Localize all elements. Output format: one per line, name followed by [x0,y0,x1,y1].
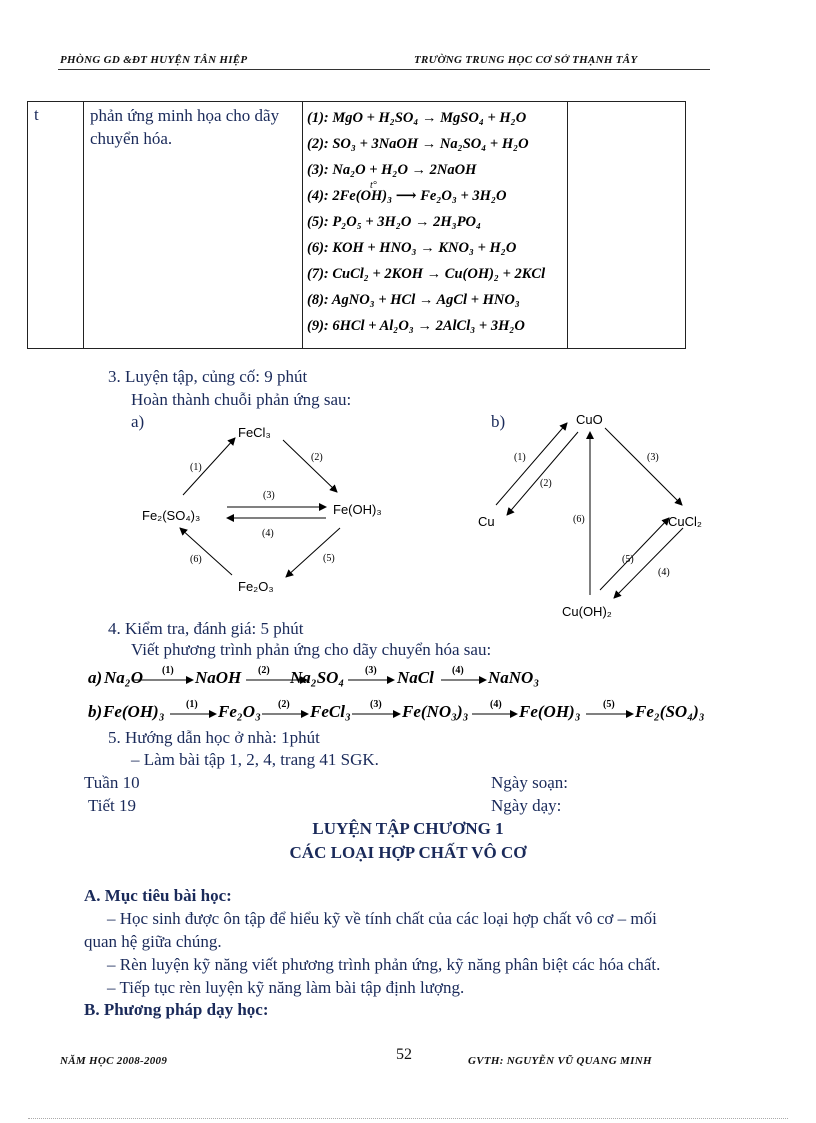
equation-9: (9): 6HCl + Al₂O₃ → 2AlCl₃ + 3H₂O [307,318,525,334]
section5-title: 5. Hướng dẫn học ở nhà: 1phút [108,728,320,747]
step-b2: (2) [540,478,552,489]
equation-1: (1): MgO + H₂SO₄ → MgSO₄ + H₂O [307,110,527,126]
diagram-b-label: b) [491,412,506,431]
equation-8: (8): AgNO₃ + HCl → AgCl + HNO₃ [307,292,520,308]
arrow-a2 [283,440,337,492]
chain-a-item-3: Na₂SO₄ [290,668,345,687]
week: Tuần 10 [84,773,140,792]
chain-b-step-2: (2) [278,699,290,710]
chain-a-step-2: (2) [258,665,270,676]
step-b1: (1) [514,452,526,463]
node-fecl3: FeCl₃ [238,425,271,440]
equation-7: (7): CuCl₂ + 2KOH → Cu(OH)₂ + 2KCl [307,266,546,282]
equation-5: (5): P₂O₅ + 3H₂O → 2H₃PO₄ [307,214,482,230]
step-b6: (6) [573,514,585,525]
chain-b-step-3: (3) [370,699,382,710]
node-feoh3: Fe(OH)₃ [333,502,382,517]
table-col1: t [28,102,84,349]
equation-4: (4): 2Fe(OH)₃ ⟶ Fe₂O₃ + 3H₂O [307,188,507,204]
arrow-b5 [600,518,669,590]
chain-a-item-4: NaCl [397,668,434,687]
sectionA-item2: – Rèn luyện kỹ năng viết phương trình phản ứng, kỹ năng phân biệt các hóa chất. [107,955,661,974]
page-number: 52 [396,1046,412,1063]
chain-b-item-4: Fe(NO₃)₃ [402,702,469,721]
chain-b-step-4: (4) [490,699,502,710]
sectionA-item1-line1: – Học sinh được ôn tập để hiểu kỹ về tính chất của các loại hợp chất vô cơ – mối [107,909,657,928]
chain-a-item-5: NaNO₃ [488,668,540,687]
chain-b-item-6: Fe₂(SO₄)₃ [635,702,705,721]
sectionA-title: A. Mục tiêu bài học: [84,886,232,905]
lesson-title-1: LUYỆN TẬP CHƯƠNG 1 [312,819,504,838]
equation-3: (3): Na₂O + H₂O → 2NaOH [307,162,477,178]
footer-right: GVTH: NGUYỄN VŨ QUANG MINH [468,1055,652,1067]
period: Tiết 19 [88,796,137,815]
step-a3: (3) [263,490,275,501]
step-a1: (1) [190,462,202,473]
bottom-dotted-rule [28,1118,788,1119]
header-left: PHÒNG GD &ĐT HUYỆN TÂN HIỆP [60,54,248,66]
chain-b-label: b) [88,702,103,721]
chain-b-item-2: Fe₂O₃ [218,702,262,721]
step-b3: (3) [647,452,659,463]
section4-instruction: Viết phương trình phản ứng cho dãy chuyển hóa sau: [131,640,492,659]
sectionB-title: B. Phương pháp dạy học: [84,1000,269,1019]
step-a6: (6) [190,554,202,565]
arrow-b2 [507,432,578,515]
chain-b-item-3: FeCl₃ [310,702,351,721]
chain-b-item-1: Fe(OH)₃ [103,702,165,721]
section4-title: 4. Kiểm tra, đánh giá: 5 phút [108,619,304,638]
step-a2: (2) [311,452,323,463]
step-a4: (4) [262,528,274,539]
chain-a-step-3: (3) [365,665,377,676]
chain-a-item-2: NaOH [195,668,242,687]
arrow-b3 [605,428,682,505]
step-b4: (4) [658,567,670,578]
node-fe2so43: Fe₂(SO₄)₃ [142,508,201,523]
footer-left: NĂM HỌC 2008-2009 [60,1055,168,1067]
node-fe2o3: Fe₂O₃ [238,579,274,594]
chain-a-step-4: (4) [452,665,464,676]
table-col2: phản ứng minh họa cho dãy chuyển hóa. [84,102,303,349]
arrow-a6 [180,528,232,575]
node-cu: Cu [478,514,495,529]
sectionA-item3: – Tiếp tục rèn luyện kỹ năng làm bài tập định lượng. [107,978,465,997]
sectionA-item1-line2: quan hệ giữa chúng. [84,932,222,951]
arrow-b1 [496,423,567,505]
equation-2: (2): SO₃ + 3NaOH → Na₂SO₄ + H₂O [307,136,529,152]
lesson-title-2: CÁC LOẠI HỢP CHẤT VÔ CƠ [289,843,527,862]
chain-b-item-5: Fe(OH)₃ [519,702,581,721]
node-cuo: CuO [576,412,603,427]
equation-6: (6): KOH + HNO₃ → KNO₃ + H₂O [307,240,517,256]
step-b5: (5) [622,554,634,565]
prep-date: Ngày soạn: [491,773,568,792]
section3-instruction: Hoàn thành chuỗi phản ứng sau: [131,390,352,409]
header-right: TRƯỜNG TRUNG HỌC CƠ SỞ THẠNH TÂY [414,54,638,66]
chain-a-label: a) [88,668,103,687]
step-a5: (5) [323,553,335,564]
node-cucl2: CuCl₂ [668,514,702,529]
section3-title: 3. Luyện tập, củng cố: 9 phút [108,367,308,386]
chain-b-step-5: (5) [603,699,615,710]
chain-a-item-1: Na₂O [104,668,143,687]
diagram-a-label: a) [131,412,145,431]
teach-date: Ngày dạy: [491,796,562,815]
section5-item: – Làm bài tập 1, 2, 4, trang 41 SGK. [131,750,379,769]
node-cuoh2: Cu(OH)₂ [562,604,612,619]
heat-mark: t° [370,180,377,191]
chain-a-step-1: (1) [162,665,174,676]
chain-b-step-1: (1) [186,699,198,710]
